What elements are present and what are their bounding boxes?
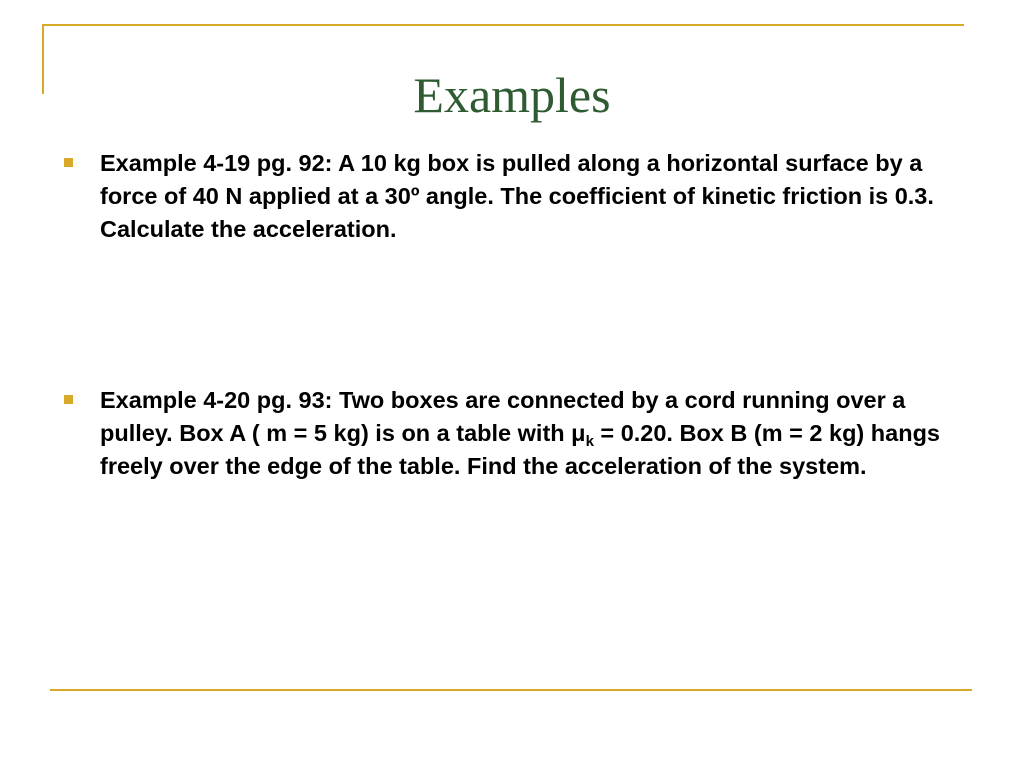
square-bullet-icon — [64, 158, 73, 167]
slide-title: Examples — [413, 67, 611, 123]
bullet-text-part-2: = 0.20. Box B (m = 2 kg) hangs freely over the edge of the table. Find the acceleration of the system. — [100, 420, 940, 479]
bullet-item-example-4-19 — [64, 147, 974, 246]
frame-top-rule — [42, 24, 964, 26]
bullet-text: Example 4-19 pg. 92: A 10 kg box is pulled along a horizontal surface by a force of 40 N applied at a 30º angle. The coefficient of kinetic friction is 0.3. Calculate the acceleration. — [100, 150, 934, 242]
bullet-list — [64, 147, 974, 483]
frame-bottom-rule — [50, 689, 972, 691]
square-bullet-icon — [64, 395, 73, 404]
bullet-item-example-4-20 — [64, 384, 974, 483]
bullet-text-part-1: Example 4-20 pg. 93: Two boxes are connected by a cord running over a pulley. Box A ( m = 5 kg) is on a table with μ — [100, 387, 906, 446]
mu-subscript: k — [585, 433, 594, 450]
